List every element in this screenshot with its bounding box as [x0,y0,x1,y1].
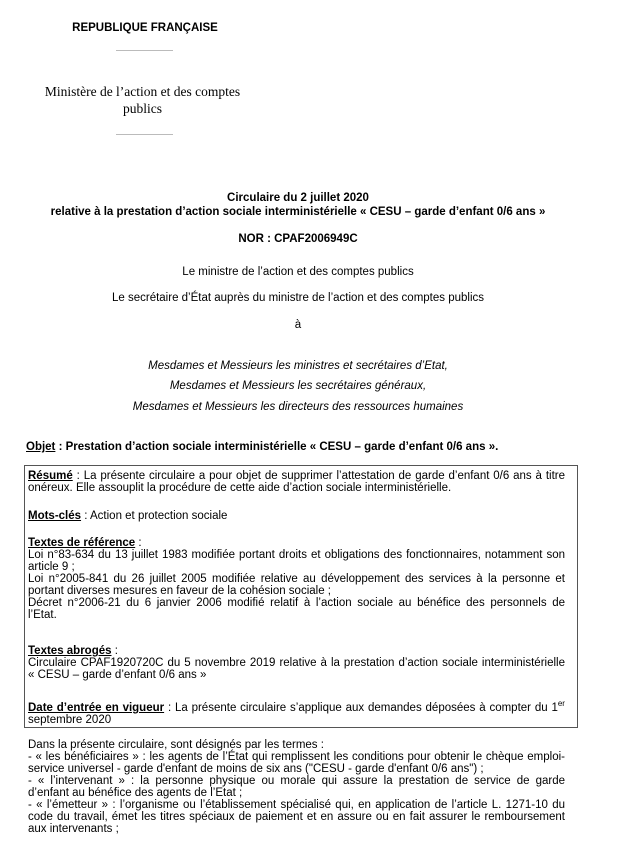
definition-beneficiaires-line-1: - « les bénéficiaires » : les agents de l’État qui remplissent les conditions pour obtenir le chèque emploi- [28,751,565,763]
definition-emetteur-line-3: aux intervenants ; [28,823,119,835]
textes-abroges-label: Textes abrogés [28,645,112,657]
mots-cles-text: : Action et protection sociale [81,510,228,522]
republique-heading: REPUBLIQUE FRANÇAISE [72,22,218,34]
textes-reference-label: Textes de référence [28,537,136,549]
circular-subtitle: relative à la prestation d’action sociale interministérielle « CESU – garde d’enfant 0/6 ans » [50,206,546,218]
mots-cles-paragraph [28,510,565,522]
date-vigueur-paragraph [28,698,565,726]
addressee-a: à [294,319,302,331]
date-vigueur-text: : La présente circulaire s’applique aux demandes déposées à compter du 1 [164,701,558,714]
mots-cles-label: Mots-clés [28,510,82,522]
objet-label: Objet [26,441,56,453]
reference-loi-1983-line-2: article 9 ; [28,561,75,573]
resume-paragraph [28,470,565,494]
reference-decret-2006-line-2: l’Etat. [28,609,57,621]
definition-emetteur-line-2: code du travail, émet les titres spéciaux de paiement et en assure ou en fait assurer le remboursement [28,811,565,823]
objet-line [26,441,596,453]
abroge-circulaire-line-2: « CESU – garde d’enfant 0/6 ans » [28,669,207,681]
reference-decret-2006-line-1: Décret n°2006-21 du 6 janvier 2006 modifié relatif à l’action sociale au bénéfice des personnels de [28,597,565,609]
date-vigueur-label: Date d’entrée en vigueur [28,701,165,714]
reference-loi-2005-line-1: Loi n°2005-841 du 26 juillet 2005 modifiée relative au développement des services à la personne et [28,573,565,585]
resume-label: Résumé [28,470,73,482]
ministry-line-1: Ministère de l’action et des comptes [44,84,241,99]
date-vigueur-sup: er [557,699,565,708]
resume-text-1: : La présente circulaire a pour objet de supprimer l’attestation de garde d’enfant 0/6 ans à titre [72,470,565,482]
definitions-section [28,739,565,835]
reference-loi-2005-line-2: portant diverses mesures en faveur de la cohésion sociale ; [28,585,331,597]
resume-text-2: onéreux. Elle assouplit la procédure de cette aide d’action sociale interministérielle. [28,482,452,494]
recipient-secretaries: Mesdames et Messieurs les secrétaires généraux, [169,380,427,392]
recipient-hr-directors: Mesdames et Messieurs les directeurs des ressources humaines [132,401,464,413]
nor-reference: NOR : CPAF2006949C [238,233,358,245]
ministry-line-2: publics [123,101,162,116]
date-vigueur-text-2: septembre 2020 [28,713,112,726]
definition-beneficiaires-line-2: service universel - garde d'enfant de moins de six ans ("CESU - garde d'enfant 0/6 ans") ; [28,763,484,775]
reference-loi-1983-line-1: Loi n°83-634 du 13 juillet 1983 modifiée portant droits et obligations des fonctionnaires, notamment son [28,549,565,561]
textes-reference-colon: : [135,537,142,549]
textes-abroges-colon: : [111,645,118,657]
ministry-name [20,83,265,117]
definition-intervenant-line-1: - « l’intervenant » : la personne physique ou morale qui assure la prestation de service de garde [28,775,565,787]
definition-intervenant-line-2: d’enfant au bénéfice des agents de l’Etat ; [28,787,243,799]
definitions-intro: Dans la présente circulaire, sont désignés par les termes : [28,739,324,751]
definition-emetteur-line-1: - « l’émetteur » : l’organisme ou l’établissement spécialisé qui, en application de l’article L. 1271-10 du [28,799,565,811]
header-divider-bottom [116,134,173,135]
header-divider-top [116,50,173,51]
abroge-circulaire-line-1: Circulaire CPAF1920720C du 5 novembre 2019 relative à la prestation d’action sociale interministérielle [28,657,565,669]
objet-text: : Prestation d’action sociale interministérielle « CESU – garde d’enfant 0/6 ans ». [55,441,499,453]
recipient-ministers: Mesdames et Messieurs les ministres et secrétaires d’Etat, [148,360,448,372]
textes-reference-paragraph [28,537,565,621]
textes-abroges-paragraph [28,645,565,681]
sender-minister: Le ministre de l’action et des comptes publics [182,266,414,278]
circular-title: Circulaire du 2 juillet 2020 [227,192,369,204]
sender-secretary: Le secrétaire d’État auprès du ministre de l’action et des comptes publics [111,292,485,304]
